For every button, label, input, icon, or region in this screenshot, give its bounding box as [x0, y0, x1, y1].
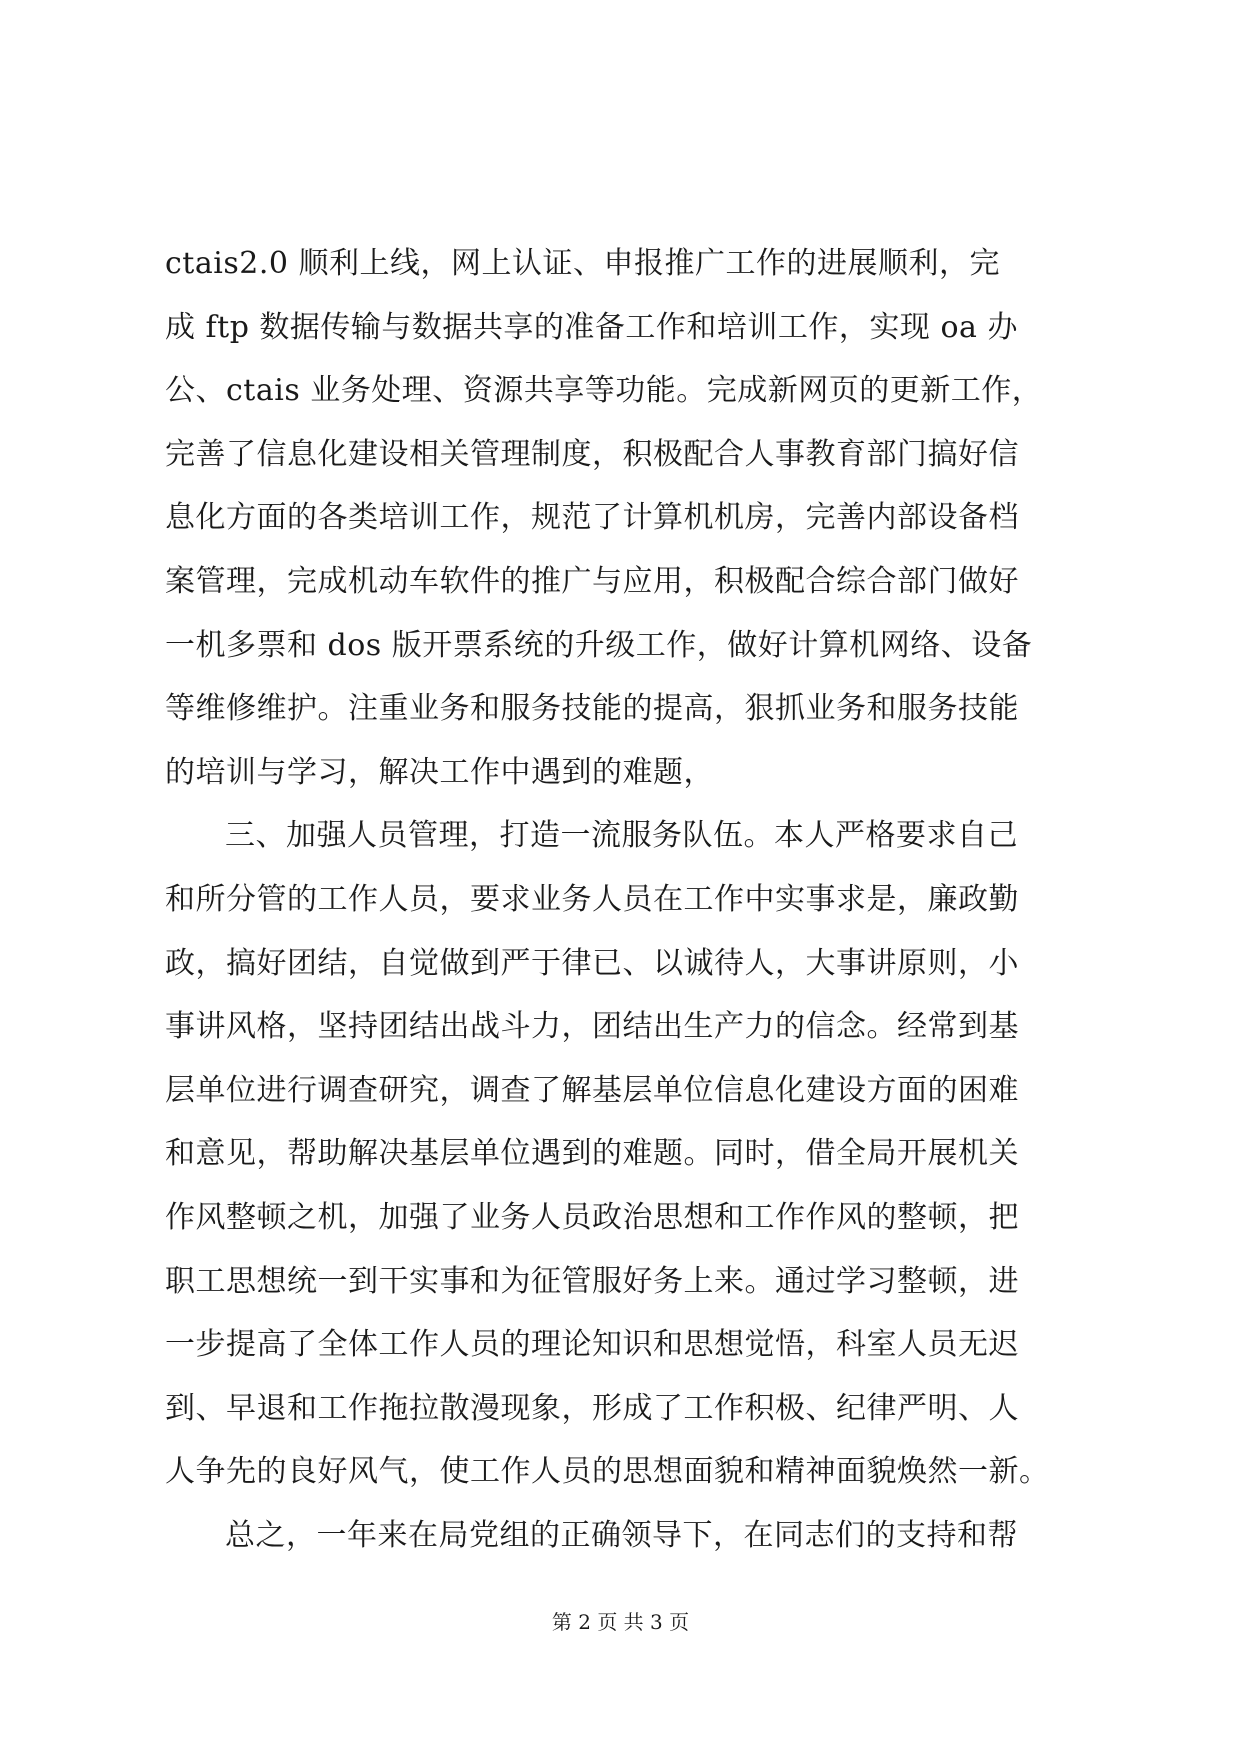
text-line: 人争先的良好风气，使工作人员的思想面貌和精神面貌焕然一新。 — [165, 1454, 1050, 1490]
text-line: 到、早退和工作拖拉散漫现象，形成了工作积极、纪律严明、人 — [165, 1390, 1019, 1426]
text-line: 事讲风格，坚持团结出战斗力，团结出生产力的信念。经常到基 — [165, 1009, 1019, 1045]
text-line: 一步提高了全体工作人员的理论知识和思想觉悟，科室人员无迟 — [165, 1327, 1019, 1363]
text-line: 等维修维护。注重业务和服务技能的提高，狠抓业务和服务技能 — [165, 691, 1019, 727]
text-line: 完善了信息化建设相关管理制度，积极配合人事教育部门搞好信 — [165, 436, 1019, 472]
document-body — [165, 232, 1125, 1567]
page-number-footer: 第 2 页 共 3 页 — [551, 1610, 690, 1634]
text-line: 职工思想统一到干实事和为征管服好务上来。通过学习整顿，进 — [165, 1263, 1019, 1299]
text-line: 和所分管的工作人员，要求业务人员在工作中实事求是，廉政勤 — [165, 881, 1019, 917]
text-line: 和意见，帮助解决基层单位遇到的难题。同时，借全局开展机关 — [165, 1136, 1019, 1172]
text-line: 的培训与学习，解决工作中遇到的难题， — [165, 754, 714, 790]
text-line: 息化方面的各类培训工作，规范了计算机机房，完善内部设备档 — [165, 500, 1019, 536]
text-line: 一机多票和 dos 版开票系统的升级工作，做好计算机网络、设备 — [165, 627, 1033, 663]
text-line: ctais2.0 顺利上线，网上认证、申报推广工作的进展顺利，完 — [165, 246, 1000, 281]
text-line: 政，搞好团结，自觉做到严于律已、以诚待人，大事讲原则，小 — [165, 945, 1019, 981]
text-line: 层单位进行调查研究，调查了解基层单位信息化建设方面的困难 — [165, 1072, 1019, 1108]
text-line: 案管理，完成机动车软件的推广与应用，积极配合综合部门做好 — [165, 563, 1019, 599]
paragraph-heading-line: 三、加强人员管理，打造一流服务队伍。本人严格要求自己 — [225, 818, 1018, 854]
paragraph-first-line: 总之，一年来在局党组的正确领导下，在同志们的支持和帮 — [225, 1517, 1018, 1553]
text-line: 成 ftp 数据传输与数据共享的准备工作和培训工作，实现 oa 办 — [165, 309, 1018, 345]
text-line: 作风整顿之机，加强了业务人员政治思想和工作作风的整顿，把 — [165, 1199, 1019, 1235]
text-line: 公、ctais 业务处理、资源共享等功能。完成新网页的更新工作， — [165, 373, 1043, 409]
